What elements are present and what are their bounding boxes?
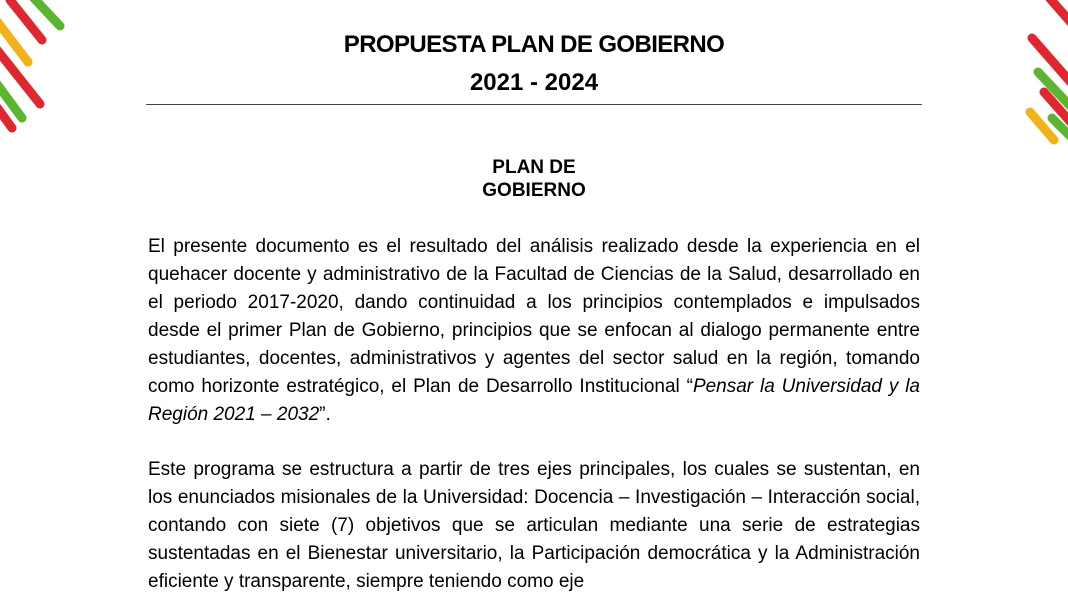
- document-period: 2021 - 2024: [469, 69, 599, 96]
- paragraph-structure: Este programa se estructura a partir de tres ejes principales, los cuales se sustentan, en los enunciados misionales de la Universidad: Docencia – Investigación – Interacción social, contando con siete (7) objetivos que se articulan mediante una serie de estrategias sustentadas en el Bienestar universitario, la Participación democrática y la Administración eficiente y transparente, siempre teniendo como eje: [148, 459, 920, 592]
- header-divider: [146, 104, 922, 105]
- section-heading: [0, 156, 1068, 202]
- paragraph-intro: [148, 233, 920, 429]
- paragraph-intro-text: El presente documento es el resultado del análisis realizado desde la experiencia en el quehacer docente y administrativo de la Facultad de Ciencias de la Salud, desarrollado en el periodo 2017-2020, dando continuidad a los principios contemplados e impulsados desde el primer Plan de Gobierno, principios que se enfocan al dialogo permanente entre estudiantes, docentes, administrativos y agentes del sector salud en la región, tomando como horizonte estratégico, el Plan de Desarrollo Institucional “: [148, 236, 920, 397]
- plan-title-italic: Pensar la Universidad y la Región 2021 – 2032: [148, 376, 920, 425]
- decorative-stripes-left: [0, 0, 64, 128]
- document-title: PROPUESTA PLAN DE GOBIERNO: [343, 31, 725, 58]
- paragraph-intro-end: ”.: [319, 404, 331, 425]
- section-heading-line2: GOBIERNO: [482, 180, 586, 201]
- section-heading-line1: PLAN DE: [492, 157, 576, 178]
